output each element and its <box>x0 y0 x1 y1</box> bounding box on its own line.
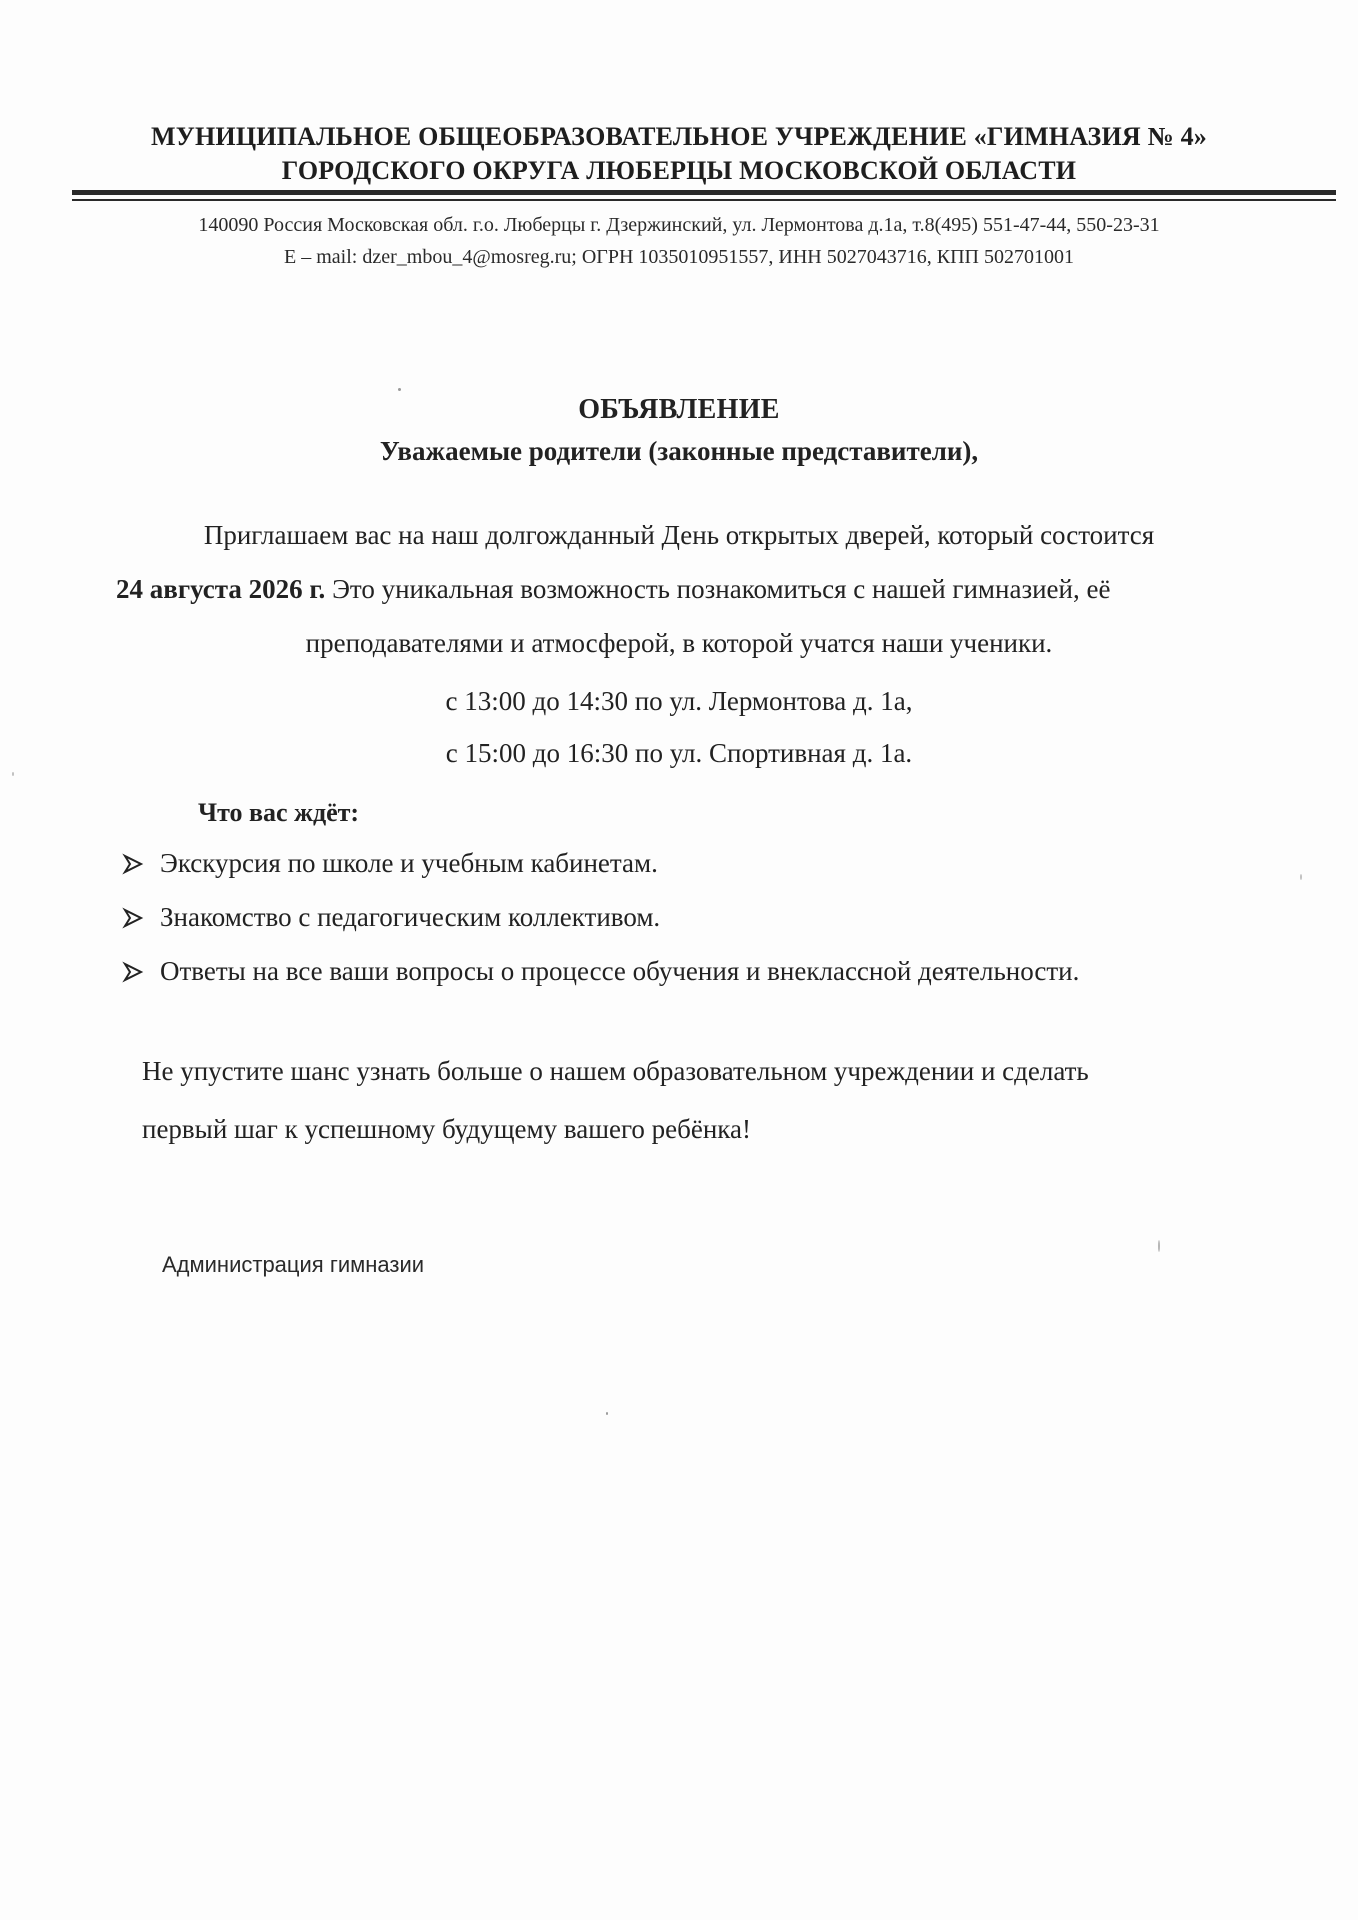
list-item <box>122 956 1079 987</box>
arrowhead-bullet-icon <box>122 961 144 983</box>
greeting: Уважаемые родители (законные представители), <box>379 436 979 466</box>
announcement-title: ОБЪЯВЛЕНИЕ <box>578 394 780 425</box>
contact-email-registry: E – mail: dzer_mbou_4@mosreg.ru; ОГРН 1035010951557, ИНН 5027043716, КПП 502701001 <box>284 246 1074 268</box>
arrowhead-bullet-icon <box>122 907 144 929</box>
list-item <box>122 902 660 933</box>
contact-address: 140090 Россия Московская обл. г.о. Люберцы г. Дзержинский, ул. Лермонтова д.1а, т.8(495) 551-47-44, 550-23-31 <box>198 214 1160 236</box>
what-awaits-heading: Что вас ждёт: <box>198 798 360 827</box>
schedule-item-2: с 15:00 до 16:30 по ул. Спортивная д. 1а. <box>445 738 913 768</box>
intro-line-2-text: Это уникальная возможность познакомиться с нашей гимназией, её <box>325 574 1111 604</box>
scan-speck <box>1300 874 1302 880</box>
header-rule-thick <box>72 190 1336 195</box>
intro-line-1: Приглашаем вас на наш долгожданный День открытых дверей, который состоится <box>203 520 1155 550</box>
closing-line-2: первый шаг к успешному будущему вашего ребёнка! <box>142 1114 751 1144</box>
scan-speck <box>398 388 401 391</box>
scan-speck <box>606 1412 608 1415</box>
scan-speck <box>1158 1240 1160 1252</box>
signature: Администрация гимназии <box>162 1252 425 1277</box>
org-name-line1: МУНИЦИПАЛЬНОЕ ОБЩЕОБРАЗОВАТЕЛЬНОЕ УЧРЕЖДЕНИЕ «ГИМНАЗИЯ № 4» <box>150 122 1208 151</box>
list-item-text: Ответы на все ваши вопросы о процессе обучения и внеклассной деятельности. <box>160 956 1080 986</box>
header-rule-thin <box>72 199 1336 201</box>
closing-line-1: Не упустите шанс узнать больше о нашем образовательном учреждении и сделать <box>142 1056 1089 1086</box>
arrowhead-bullet-icon <box>122 853 144 875</box>
intro-line-2 <box>116 574 1110 605</box>
schedule-item-1: с 13:00 до 14:30 по ул. Лермонтова д. 1а, <box>445 686 913 716</box>
org-name-line2: ГОРОДСКОГО ОКРУГА ЛЮБЕРЦЫ МОСКОВСКОЙ ОБЛАСТИ <box>281 156 1077 185</box>
intro-line-3: преподавателями и атмосферой, в которой учатся наши ученики. <box>305 628 1053 658</box>
list-item-text: Знакомство с педагогическим коллективом. <box>160 902 661 932</box>
list-item-text: Экскурсия по школе и учебным кабинетам. <box>160 848 658 878</box>
event-date: 24 августа 2026 г. <box>116 574 326 604</box>
scan-speck <box>12 772 14 776</box>
list-item <box>122 848 658 879</box>
